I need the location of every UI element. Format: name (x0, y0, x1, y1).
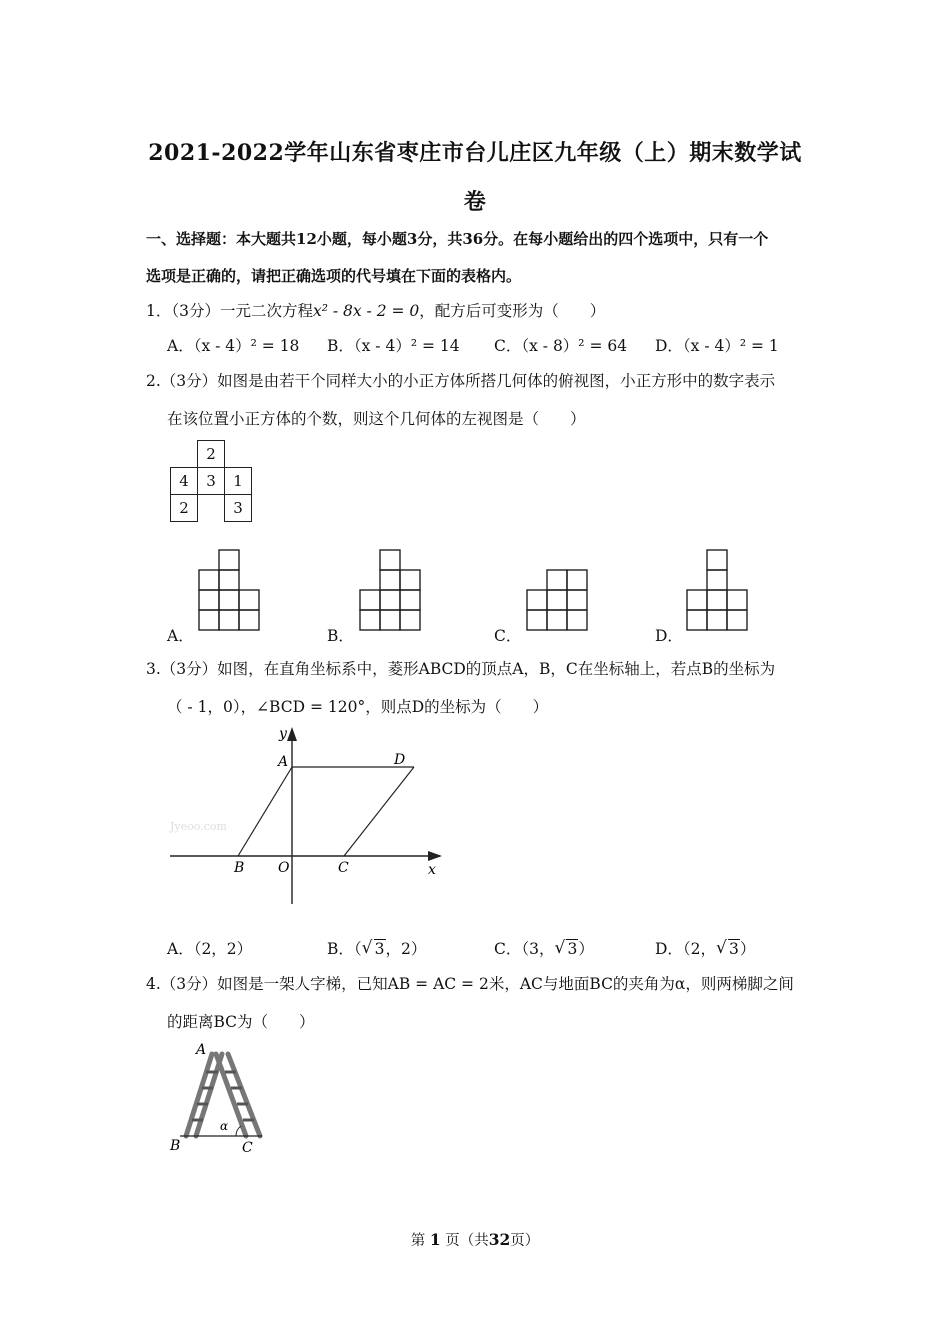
q1-option-d[interactable]: D．（x - 4）² = 1 (655, 337, 779, 355)
q2-option-a-label[interactable]: A． (167, 627, 194, 645)
label-y: y (279, 726, 287, 742)
q3-rhombus-figure (160, 722, 460, 912)
q3-option-c-suffix: ） (578, 940, 594, 958)
grid-cell (198, 495, 225, 522)
q3-option-d-prefix: D．（2， (655, 940, 717, 958)
q3-option-d-suffix: ） (739, 940, 756, 958)
label-b: B (234, 860, 245, 876)
q2-stem-line2: 在该位置小正方体的个数，则这个几何体的左视图是（ ） (167, 410, 586, 428)
q3-option-b-prefix: B．（ (327, 940, 362, 958)
q3-stem-line1: 3.（3分）如图，在直角坐标系中，菱形ABCD的顶点A，B，C在坐标轴上，若点B的坐标为 (146, 660, 776, 678)
q3-stem-line2: （ - 1，0），∠BCD = 120°，则点D的坐标为（ ） (167, 698, 549, 716)
q1-stem-prefix: 1．（3分）一元二次方程 (146, 302, 313, 320)
sqrt-radicand: 3 (374, 940, 385, 958)
q1-equation: x² - 8x - 2 = 0 (312, 302, 420, 320)
sqrt-radicand: 3 (567, 940, 578, 958)
q1-option-a[interactable]: A．（x - 4）² = 18 (167, 337, 300, 355)
sqrt-icon: √ 3 (716, 938, 739, 958)
footer-page-number: 1 (429, 1230, 441, 1249)
q2-option-c-view (526, 548, 592, 634)
q1-stem (146, 299, 605, 321)
q2-option-d-label[interactable]: D． (655, 627, 683, 645)
footer-prefix: 第 (410, 1233, 426, 1249)
label-alpha: α (220, 1119, 229, 1133)
q1-stem-suffix: ，配方后可变形为（ ） (419, 302, 606, 320)
footer-total-pages: 32 (488, 1230, 511, 1249)
q2-stem-line1: 2.（3分）如图是由若干个同样大小的小正方体所搭几何体的俯视图，小正方形中的数字表示 (146, 372, 776, 390)
label-c: C (338, 860, 349, 876)
q2-option-b-label[interactable]: B． (327, 627, 354, 645)
grid-cell: 3 (225, 495, 252, 522)
footer-suffix: 页） (510, 1233, 540, 1249)
label-d: D (394, 752, 406, 768)
q3-option-d[interactable] (655, 937, 755, 959)
sqrt-radicand: 3 (729, 940, 739, 958)
q4-ladder-figure (166, 1040, 276, 1158)
q3-option-c[interactable] (494, 937, 594, 959)
exam-title-line2: 卷 (463, 189, 487, 215)
figure-watermark: Jyeoo.com (170, 820, 227, 833)
q4-stem-line2: 的距离BC为（ ） (167, 1013, 315, 1031)
label-a: A (196, 1042, 207, 1058)
sqrt-icon: √ 3 (554, 938, 578, 958)
section-heading-line2: 选项是正确的，请把正确选项的代号填在下面的表格内。 (146, 267, 522, 285)
page-footer (0, 1229, 950, 1250)
q2-option-b-view (359, 548, 425, 634)
label-o: O (278, 860, 290, 876)
label-c: C (242, 1140, 253, 1156)
q1-option-b[interactable]: B．（x - 4）² = 14 (327, 337, 460, 355)
q2-option-a-view (198, 548, 264, 634)
q3-option-b-suffix: ，2） (385, 940, 427, 958)
grid-cell: 2 (171, 495, 198, 522)
sqrt-icon: √ 3 (361, 938, 385, 958)
exam-title-line1: 2021-2022学年山东省枣庄市台儿庄区九年级（上）期末数学试 (148, 140, 802, 166)
q2-option-c-label[interactable]: C． (494, 627, 522, 645)
grid-cell (171, 441, 198, 468)
q3-option-a[interactable]: A．（2，2） (167, 940, 253, 958)
grid-cell: 1 (225, 468, 252, 495)
grid-cell: 4 (171, 468, 198, 495)
grid-cell: 3 (198, 468, 225, 495)
label-a: A (278, 754, 289, 770)
grid-cell (225, 441, 252, 468)
q3-option-b[interactable] (327, 937, 426, 959)
q2-top-view-grid (170, 440, 252, 522)
q4-stem-line1: 4.（3分）如图是一架人字梯，已知AB = AC = 2米，AC与地面BC的夹角为α，则两梯脚之间 (146, 975, 794, 993)
label-b: B (170, 1138, 181, 1154)
section-heading-line1: 一、选择题：本大题共12小题，每小题3分，共36分。在每小题给出的四个选项中，只有一个 (146, 230, 769, 248)
q3-option-c-prefix: C．（3， (494, 940, 555, 958)
footer-mid: 页（共 (445, 1233, 489, 1249)
grid-cell: 2 (198, 441, 225, 468)
q2-option-d-view (686, 548, 752, 634)
label-x: x (428, 862, 436, 878)
q1-option-c[interactable]: C．（x - 8）² = 64 (494, 337, 628, 355)
